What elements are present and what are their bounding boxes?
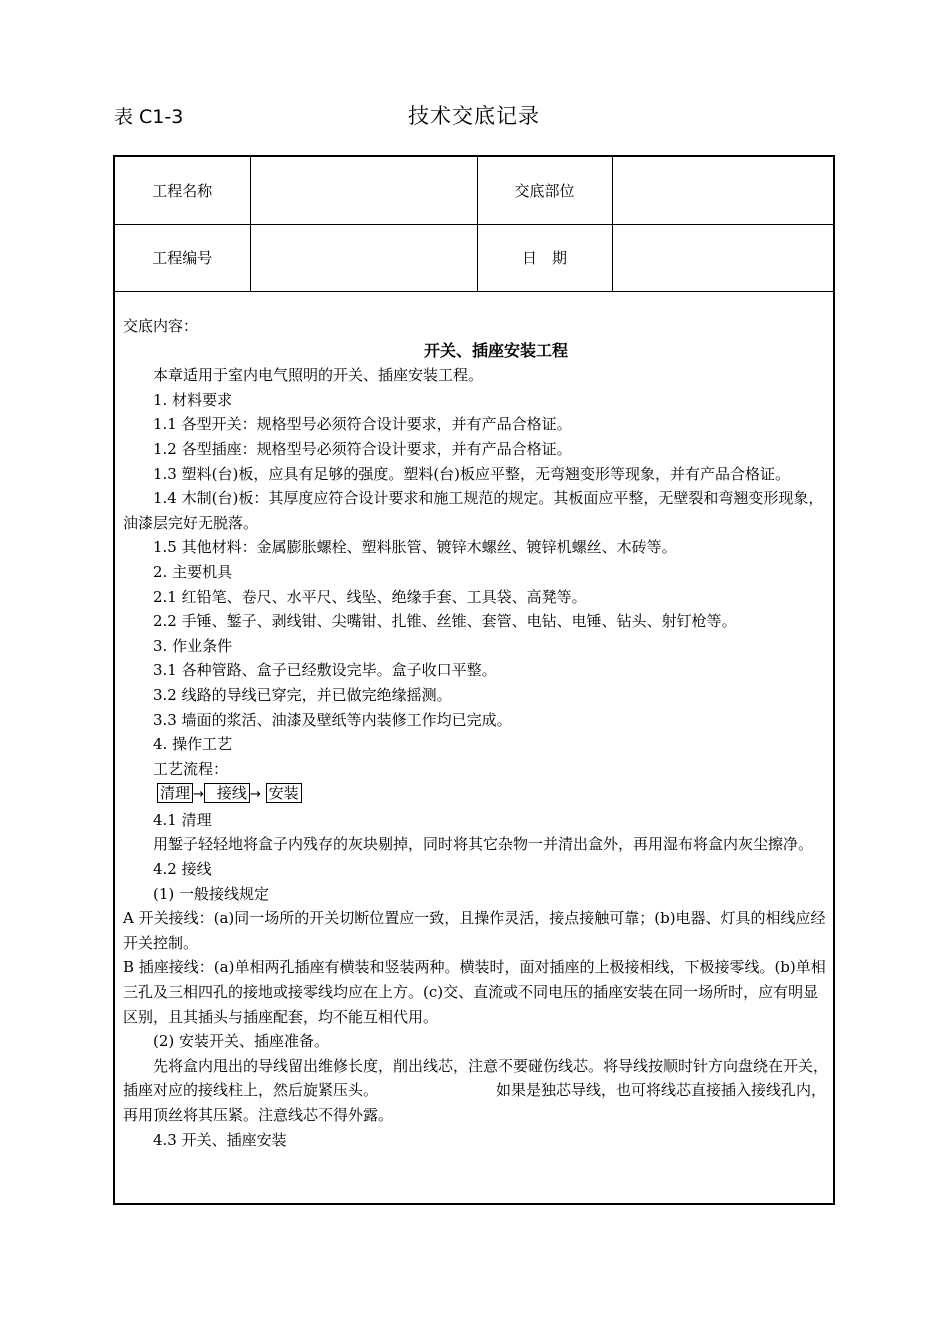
paragraph: 4. 操作工艺 (153, 735, 233, 754)
paragraph: 1.1 各型开关：规格型号必须符合设计要求，并有产品合格证。 (153, 415, 572, 434)
record-frame (113, 155, 835, 1205)
paragraph: 1. 材料要求 (153, 390, 233, 409)
paragraph: 4.1 清理 (153, 810, 212, 829)
paragraph: 3. 作业条件 (153, 636, 233, 655)
paragraph: 1.2 各型插座：规格型号必须符合设计要求，并有产品合格证。 (153, 439, 572, 458)
paragraph: 3.2 线路的导线已穿完，并已做完绝缘摇测。 (153, 685, 452, 704)
date-value[interactable] (612, 224, 833, 291)
paragraph: 2.2 手锤、錾子、剥线钳、尖嘴钳、扎锥、丝锥、套管、电钻、电锤、钻头、射钉枪等。 (153, 612, 737, 631)
flow-step-install: 安装 (266, 783, 302, 803)
part-label: 交底部位 (477, 157, 612, 224)
paragraph: 4.3 开关、插座安装 (153, 1130, 287, 1149)
content-label: 交底内容： (123, 317, 199, 335)
paragraph: 3.3 墙面的浆活、油漆及壁纸等内装修工作均已完成。 (153, 710, 512, 729)
paragraph: B 插座接线：(a)单相两孔插座有横装和竖装两种。横装时，面对插座的上极接相线，下极接零线。(b)单相三孔及三相四孔的接地或接零线均应在上方。(c)交、直流或不同电压的插座安装在同一场所时，应有明显区别，且其插头与插座配套，均不能互相代用。 (123, 958, 826, 1026)
flow-arrow-icon: → (193, 787, 204, 803)
paragraph-part: 先将盒内甩出的导线留出维修长度，削出线芯，注意不要碰伤线芯。将导线按顺时针方向盘绕在开关，插座对应的接线柱上，然后旋紧压头。 (123, 1056, 829, 1100)
paragraph: 用錾子轻轻地将盒子内残存的灰块剔掉，同时将其它杂物一并清出盒外，再用湿布将盒内灰尘擦净。 (153, 835, 814, 854)
content-area (123, 314, 829, 1152)
paragraph: 1.3 塑料(台)板，应具有足够的强度。塑料(台)板应平整，无弯翘变形等现象，并有产品合格证。 (153, 464, 791, 483)
form-number: 表 C1-3 (114, 106, 184, 128)
paragraph: A 开关接线：(a)同一场所的开关切断位置应一致，且操作灵活，接点接触可靠；(b)电器、灯具的相线应经开关控制。 (123, 909, 826, 952)
paragraph: 4.2 接线 (153, 860, 212, 879)
info-table (115, 157, 833, 292)
paragraph (123, 1054, 829, 1128)
paragraph: 2.1 红铅笔、卷尺、水平尺、线坠、绝缘手套、工具袋、高凳等。 (153, 587, 587, 606)
date-label: 日 期 (477, 224, 612, 291)
paragraph-part: 如果是独芯导线，也可将线芯直接插入接线孔内，再用顶丝将其压紧。注意线芯不得外露。 (123, 1081, 827, 1124)
paragraph: 工艺流程： (153, 759, 229, 778)
paragraph: 2. 主要机具 (153, 562, 233, 581)
paragraph: (1) 一般接线规定 (153, 884, 270, 903)
project-no-value[interactable] (250, 224, 477, 291)
flow-step-wiring: 接线 (204, 783, 250, 803)
page-title: 技术交底记录 (408, 104, 540, 128)
process-flow (123, 781, 829, 808)
part-value[interactable] (612, 157, 833, 224)
project-name-value[interactable] (250, 157, 477, 224)
section-title: 开关、插座安装工程 (423, 340, 568, 360)
project-name-label: 工程名称 (115, 157, 250, 224)
flow-arrow-icon: → (249, 787, 261, 803)
paragraph: (2) 安装开关、插座准备。 (153, 1032, 330, 1051)
paragraph: 本章适用于室内电气照明的开关、插座安装工程。 (153, 366, 484, 385)
flow-step-clean: 清理 (157, 783, 193, 803)
paragraph: 3.1 各种管路、盒子已经敷设完毕。盒子收口平整。 (153, 661, 497, 680)
paragraph: 1.5 其他材料：金属膨胀螺栓、塑料胀管、镀锌木螺丝、镀锌机螺丝、木砖等。 (153, 538, 677, 557)
paragraph: 1.4 木制(台)板：其厚度应符合设计要求和施工规范的规定。其板面应平整，无壁裂和弯翘变形现象，油漆层完好无脱落。 (123, 489, 824, 532)
project-no-label: 工程编号 (115, 224, 250, 291)
